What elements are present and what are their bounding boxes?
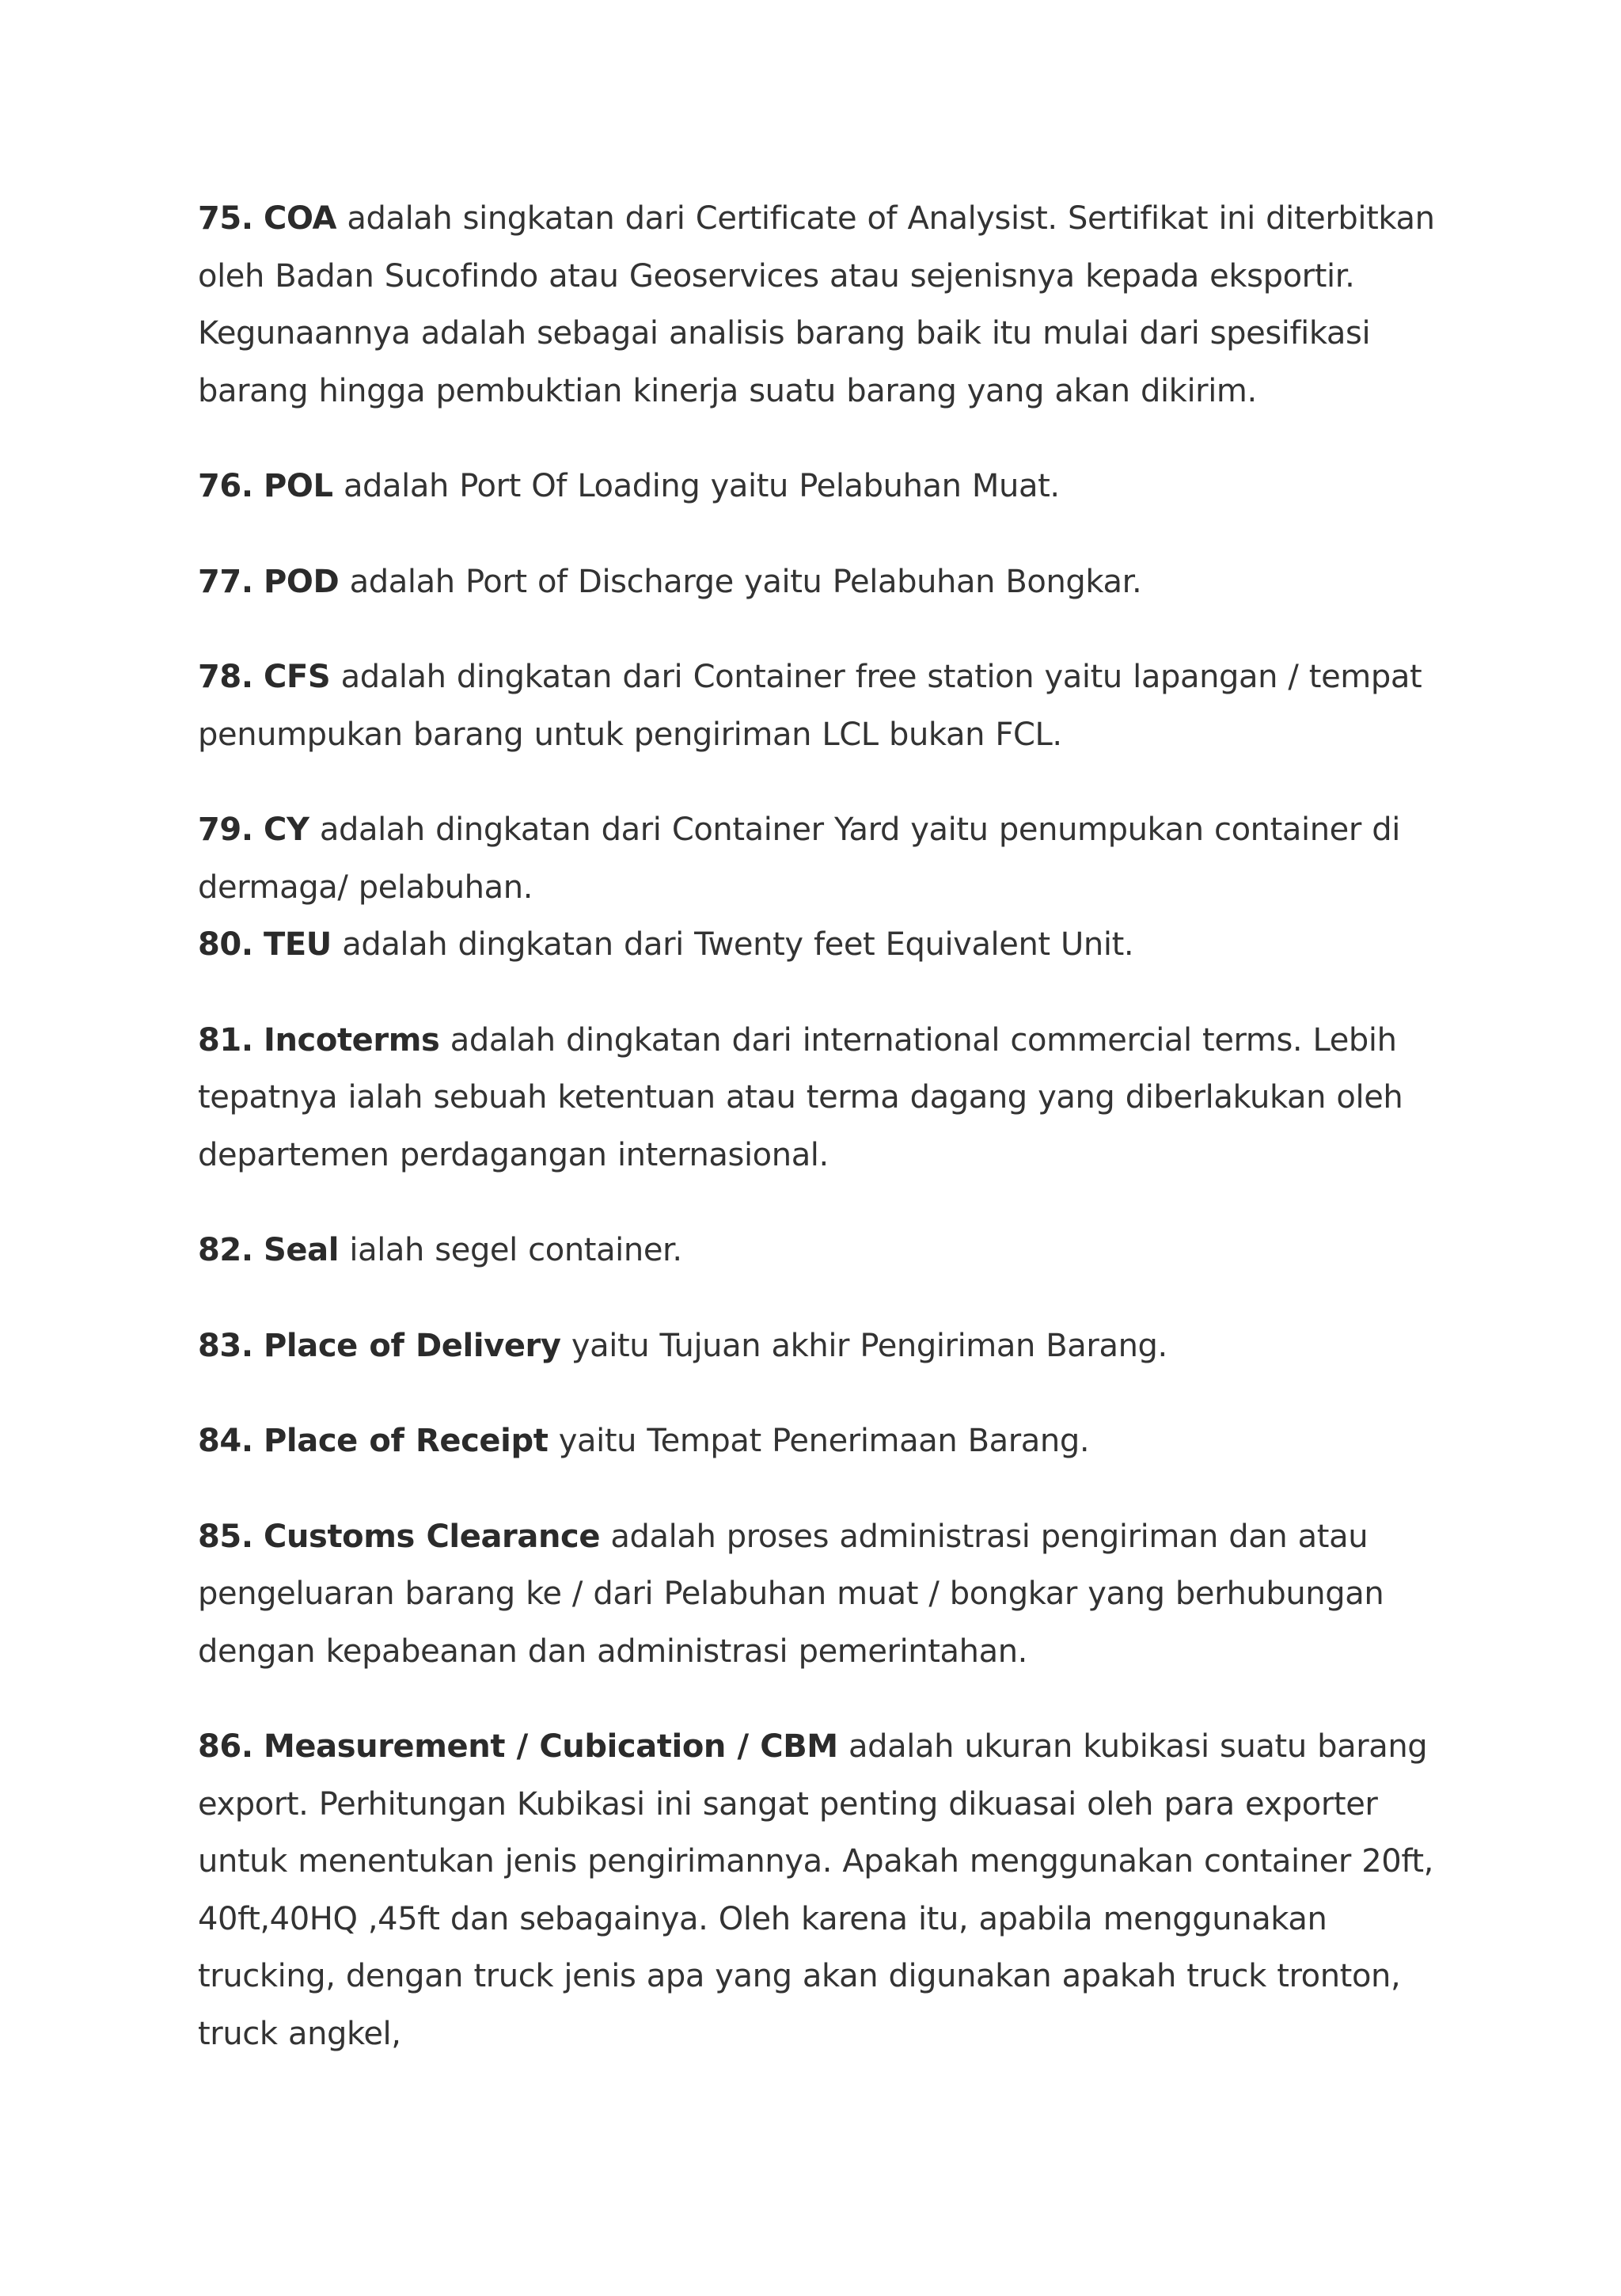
entry-text: yaitu Tujuan akhir Pengiriman Barang. bbox=[571, 1327, 1167, 1364]
entry-text: adalah Port of Discharge yaitu Pelabuhan Bongkar. bbox=[349, 563, 1142, 600]
entry-text: adalah proses administrasi pengiriman dan atau pengeluaran barang ke / dari Pelabuhan muat / bongkar yang berhubungan dengan kepabeanan dan administrasi pemerintahan. bbox=[198, 1518, 1384, 1670]
entry-term: Seal bbox=[264, 1232, 340, 1268]
entry-term: Customs Clearance bbox=[264, 1518, 601, 1555]
entry-number: 83. bbox=[198, 1327, 253, 1364]
entry-82 bbox=[198, 1222, 1448, 1279]
entry-number: 86. bbox=[198, 1728, 253, 1765]
entry-number: 82. bbox=[198, 1232, 253, 1268]
entry-number: 77. bbox=[198, 563, 253, 600]
entry-number: 75. bbox=[198, 200, 253, 237]
entry-text: adalah singkatan dari Certificate of Analysist. Sertifikat ini diterbitkan oleh Badan Sucofindo atau Geoservices atau sejenisnya kepada eksportir. Kegunaannya adalah sebagai analisis barang baik itu mulai dari spesifikasi barang hingga pembuktian kinerja suatu barang yang akan dikirim. bbox=[198, 200, 1435, 409]
entry-text: adalah dingkatan dari Twenty feet Equivalent Unit. bbox=[342, 926, 1134, 963]
entry-text: adalah dingkatan dari international commercial terms. Lebih tepatnya ialah sebuah ketentuan atau terma dagang yang diberlakukan oleh departemen perdagangan internasional. bbox=[198, 1021, 1403, 1173]
entry-term: Place of Delivery bbox=[264, 1327, 561, 1364]
entry-77 bbox=[198, 553, 1448, 611]
entry-text: adalah dingkatan dari Container Yard yaitu penumpukan container di dermaga/ pelabuhan. bbox=[198, 812, 1400, 906]
entry-number: 76. bbox=[198, 468, 253, 504]
entry-text: adalah ukuran kubikasi suatu barang export. Perhitungan Kubikasi ini sangat penting dikuasai oleh para exporter untuk menentukan jenis pengirimannya. Apakah menggunakan container 20ft, 40ft,40HQ ,45ft dan sebagainya. Oleh karena itu, apabila menggunakan trucking, dengan truck jenis apa yang akan digunakan apakah truck tronton, truck angkel, bbox=[198, 1728, 1433, 2052]
entry-75 bbox=[198, 190, 1448, 420]
entry-number: 81. bbox=[198, 1021, 253, 1059]
entry-text: adalah Port Of Loading yaitu Pelabuhan Muat. bbox=[343, 468, 1060, 504]
entry-number: 80. bbox=[198, 926, 253, 963]
entry-term: CFS bbox=[264, 659, 331, 695]
entry-term: CY bbox=[264, 812, 309, 848]
entry-number: 85. bbox=[198, 1518, 253, 1555]
entry-number: 79. bbox=[198, 812, 253, 848]
entry-81 bbox=[198, 1012, 1448, 1184]
entry-term: Incoterms bbox=[264, 1021, 440, 1059]
entry-term: COA bbox=[264, 200, 337, 237]
entry-76 bbox=[198, 458, 1448, 515]
entry-text: adalah dingkatan dari Container free station yaitu lapangan / tempat penumpukan barang untuk pengiriman LCL bukan FCL. bbox=[198, 659, 1422, 753]
entry-term: TEU bbox=[264, 926, 332, 963]
document-page bbox=[198, 190, 1448, 2100]
entry-number: 78. bbox=[198, 659, 253, 695]
entry-text: yaitu Tempat Penerimaan Barang. bbox=[558, 1423, 1090, 1459]
entry-term: POL bbox=[264, 468, 333, 504]
entry-78 bbox=[198, 648, 1448, 763]
entry-86 bbox=[198, 1718, 1448, 2062]
entry-text: ialah segel container. bbox=[349, 1232, 682, 1268]
entry-83 bbox=[198, 1317, 1448, 1375]
entry-term: Place of Receipt bbox=[264, 1423, 549, 1459]
entry-80 bbox=[198, 916, 1448, 974]
entry-term: Measurement / Cubication / CBM bbox=[264, 1728, 838, 1765]
entry-79 bbox=[198, 801, 1448, 916]
entry-84 bbox=[198, 1412, 1448, 1470]
entry-number: 84. bbox=[198, 1423, 253, 1459]
entry-85 bbox=[198, 1508, 1448, 1681]
entry-term: POD bbox=[264, 563, 340, 600]
